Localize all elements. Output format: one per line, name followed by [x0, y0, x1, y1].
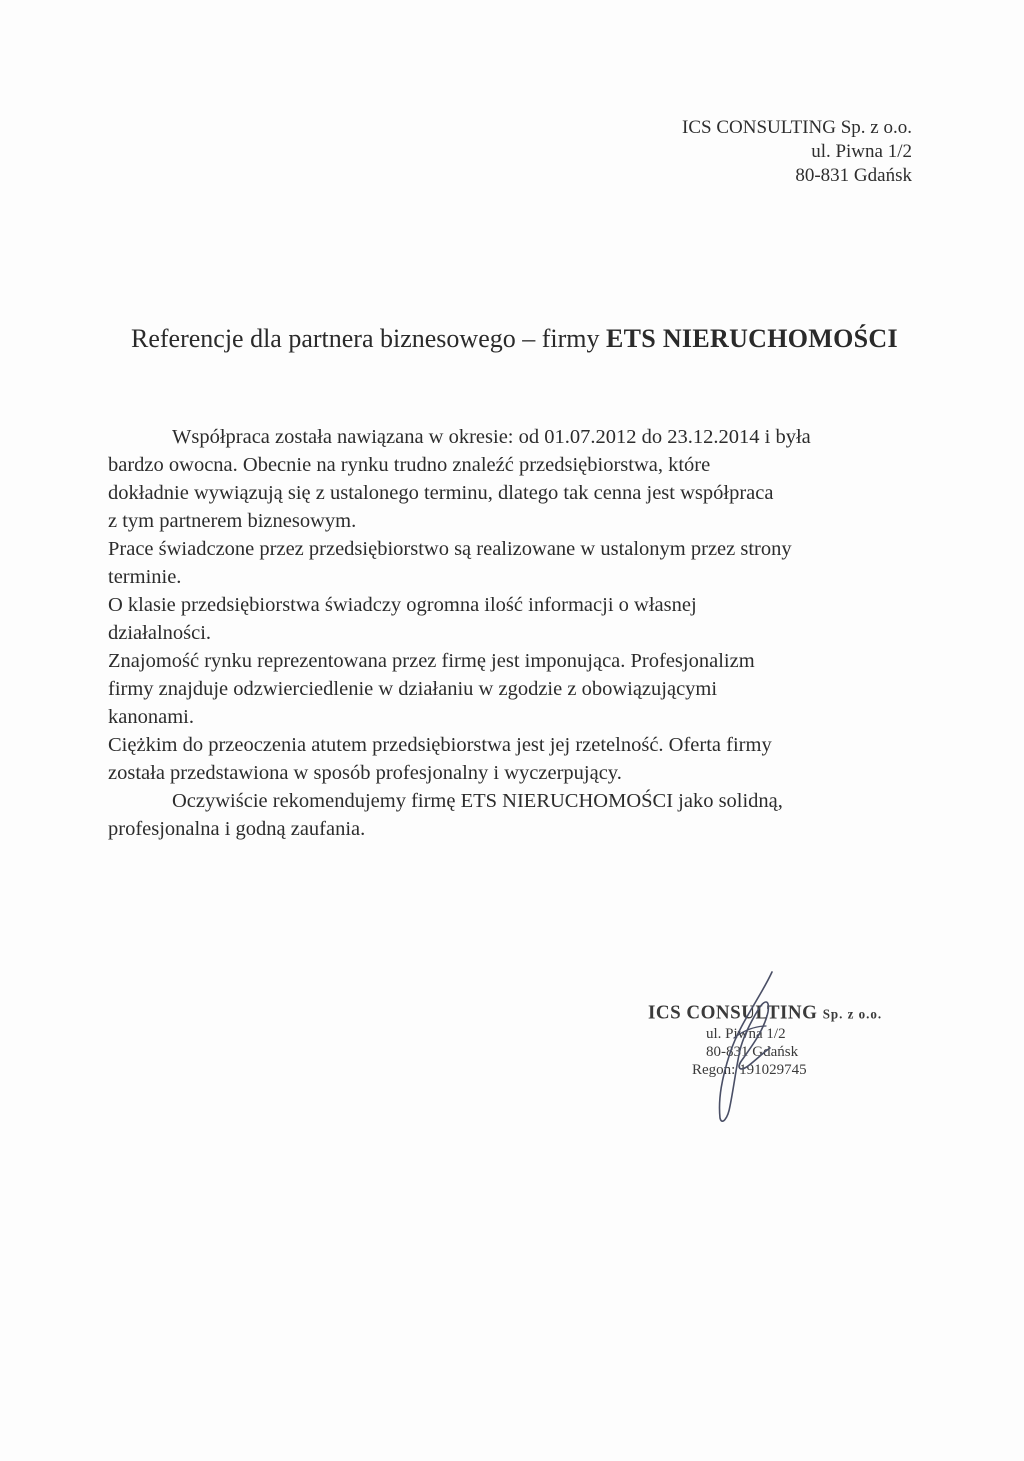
- body-line: kanonami.: [108, 706, 194, 728]
- sender-city: 80-831 Gdańsk: [795, 165, 912, 186]
- stamp-street: ul. Piwna 1/2: [706, 1026, 786, 1042]
- body-line: Ciężkim do przeoczenia atutem przedsiębiorstwa jest jej rzetelność. Oferta firmy: [108, 734, 772, 756]
- body-line: bardzo owocna. Obecnie na rynku trudno znaleźć przedsiębiorstwa, które: [108, 454, 711, 476]
- body-line: Oczywiście rekomendujemy firmę ETS NIERUCHOMOŚCI jako solidną,: [172, 790, 783, 812]
- body-line: Znajomość rynku reprezentowana przez firmę jest imponująca. Profesjonalizm: [108, 650, 755, 672]
- sender-company: ICS CONSULTING Sp. z o.o.: [682, 117, 912, 138]
- body-line: działalności.: [108, 622, 212, 644]
- body-line: Prace świadczone przez przedsiębiorstwo są realizowane w ustalonym przez strony: [108, 538, 792, 560]
- sender-address: [682, 116, 912, 188]
- body-line: terminie.: [108, 566, 182, 588]
- title-prefix: Referencje dla partnera biznesowego – firmy: [131, 324, 607, 353]
- body-line: Współpraca została nawiązana w okresie: od 01.07.2012 do 23.12.2014 i była: [172, 426, 811, 448]
- body-line: profesjonalna i godną zaufania.: [108, 818, 366, 840]
- letter-body: [108, 423, 928, 843]
- stamp-city: 80-831 Gdańsk: [706, 1044, 799, 1060]
- title-company: ETS NIERUCHOMOŚCI: [606, 324, 898, 353]
- body-line: z tym partnerem biznesowym.: [108, 510, 357, 532]
- body-line: O klasie przedsiębiorstwa świadczy ogromna ilość informacji o własnej: [108, 594, 697, 616]
- sender-street: ul. Piwna 1/2: [811, 141, 912, 162]
- body-line: została przedstawiona w sposób profesjonalny i wyczerpujący.: [108, 762, 622, 784]
- stamp-regon: Regon: 191029745: [692, 1062, 807, 1078]
- stamp-name: ICS CONSULTING: [648, 1001, 818, 1024]
- body-line: dokładnie wywiązują się z ustalonego terminu, dlatego tak cenna jest współpraca: [108, 482, 774, 504]
- stamp-suffix: Sp. z o.o.: [822, 1005, 883, 1022]
- body-line: firmy znajduje odzwierciedlenie w działaniu w zgodzie z obowiązującymi: [108, 678, 718, 700]
- handwritten-signature: [700, 968, 790, 1128]
- letter-title: [131, 322, 898, 356]
